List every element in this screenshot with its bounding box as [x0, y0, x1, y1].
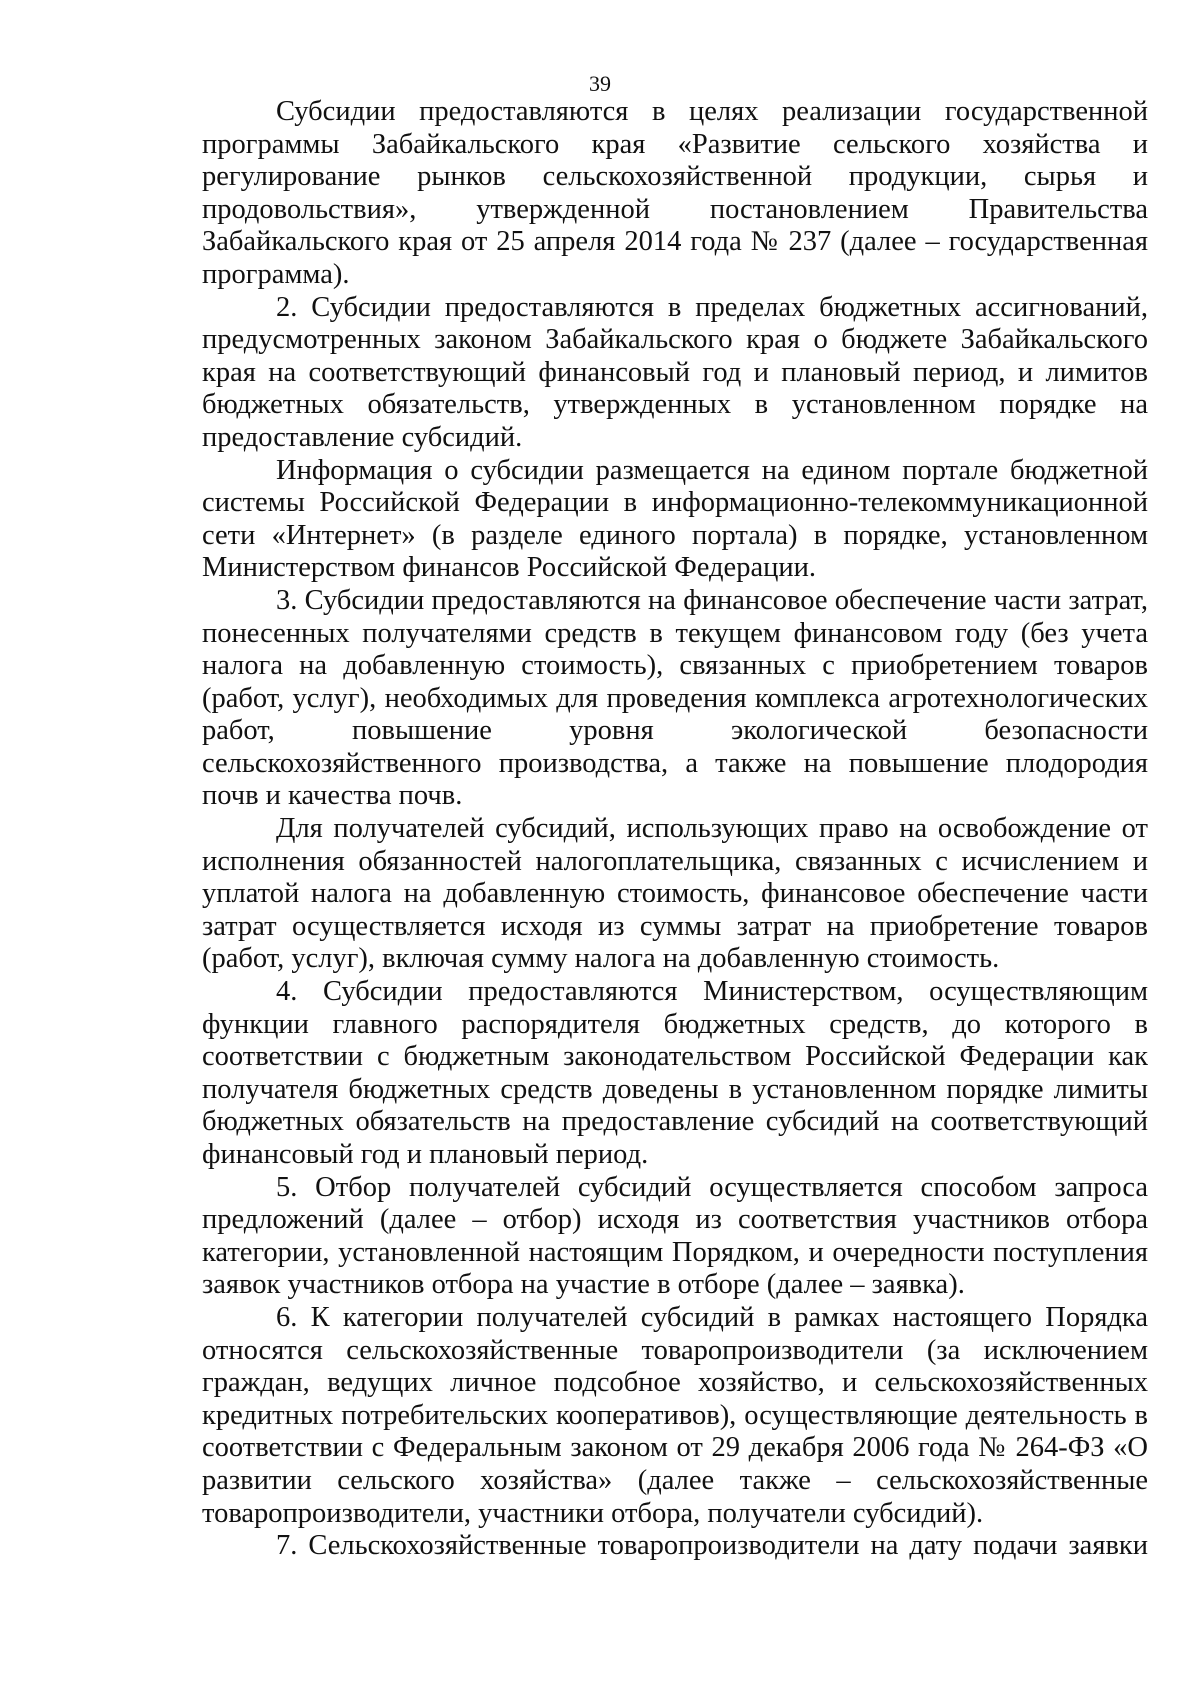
paragraph-3-cost-coverage: 3. Субсидии предоставляются на финансовое обеспечение части затрат, понесенных получателями средств в текущем финансовом году (без учета налога на добавленную стоимость), связанных с приобретением товаров (работ, услуг), необходимых для проведения комплекса агротехнологических работ, повышение уровня экологической безопасности сельскохозяйственного производства, а также на повышение плодородия почв и качества почв. — [202, 584, 1148, 812]
paragraph-portal-info: Информация о субсидии размещается на едином портале бюджетной системы Российской Федерации в информационно-телекоммуникационной сети «Интернет» (в разделе единого портала) в порядке, установленном Министерством финансов Российской Федерации. — [202, 454, 1148, 584]
paragraph-4-ministry: 4. Субсидии предоставляются Министерством, осуществляющим функции главного распорядителя бюджетных средств, до которого в соответствии с бюджетным законодательством Российской Федерации как получателя бюджетных средств доведены в установленном порядке лимиты бюджетных обязательств на предоставление субсидий на соответствующий финансовый год и плановый период. — [202, 976, 1148, 1170]
document-body — [202, 96, 1148, 1563]
paragraph-5-selection: 5. Отбор получателей субсидий осуществляется способом запроса предложений (далее – отбор) исходя из соответствия участников отбора категории, установленной настоящим Порядком, и очередности поступления заявок участников отбора на участие в отборе (далее – заявка). — [202, 1171, 1148, 1301]
paragraph-2-budget-limits: 2. Субсидии предоставляются в пределах бюджетных ассигнований, предусмотренных законом Забайкальского края о бюджете Забайкальского края на соответствующий финансовый год и плановый период, и лимитов бюджетных обязательств, утвержденных в установленном порядке на предоставление субсидий. — [202, 291, 1148, 453]
paragraph-7-producers: 7. Сельскохозяйственные товаропроизводители на дату подачи заявки — [276, 1530, 1148, 1562]
paragraph-vat-exempt: Для получателей субсидий, использующих право на освобождение от исполнения обязанностей налогоплательщика, связанных с исчислением и уплатой налога на добавленную стоимость, финансовое обеспечение части затрат осуществляется исходя из суммы затрат на приобретение товаров (работ, услуг), включая сумму налога на добавленную стоимость. — [202, 813, 1148, 975]
paragraph-program-purpose: Субсидии предоставляются в целях реализации государственной программы Забайкальского края «Развитие сельского хозяйства и регулирование рынков сельскохозяйственной продукции, сырья и продовольствия», утвержденной постановлением Правительства Забайкальского края от 25 апреля 2014 года № 237 (далее – государственная программа). — [202, 96, 1148, 290]
paragraph-6-recipient-category: 6. К категории получателей субсидий в рамках настоящего Порядка относятся сельскохозяйственные товаропроизводители (за исключением граждан, ведущих личное подсобное хозяйство, и сельскохозяйственных кредитных потребительских кооперативов), осуществляющие деятельность в соответствии с Федеральным законом от 29 декабря 2006 года № 264-ФЗ «О развитии сельского хозяйства» (далее также – сельскохозяйственные товаропроизводители, участники отбора, получатели субсидий). — [202, 1301, 1148, 1529]
page-number: 39 — [589, 71, 611, 96]
